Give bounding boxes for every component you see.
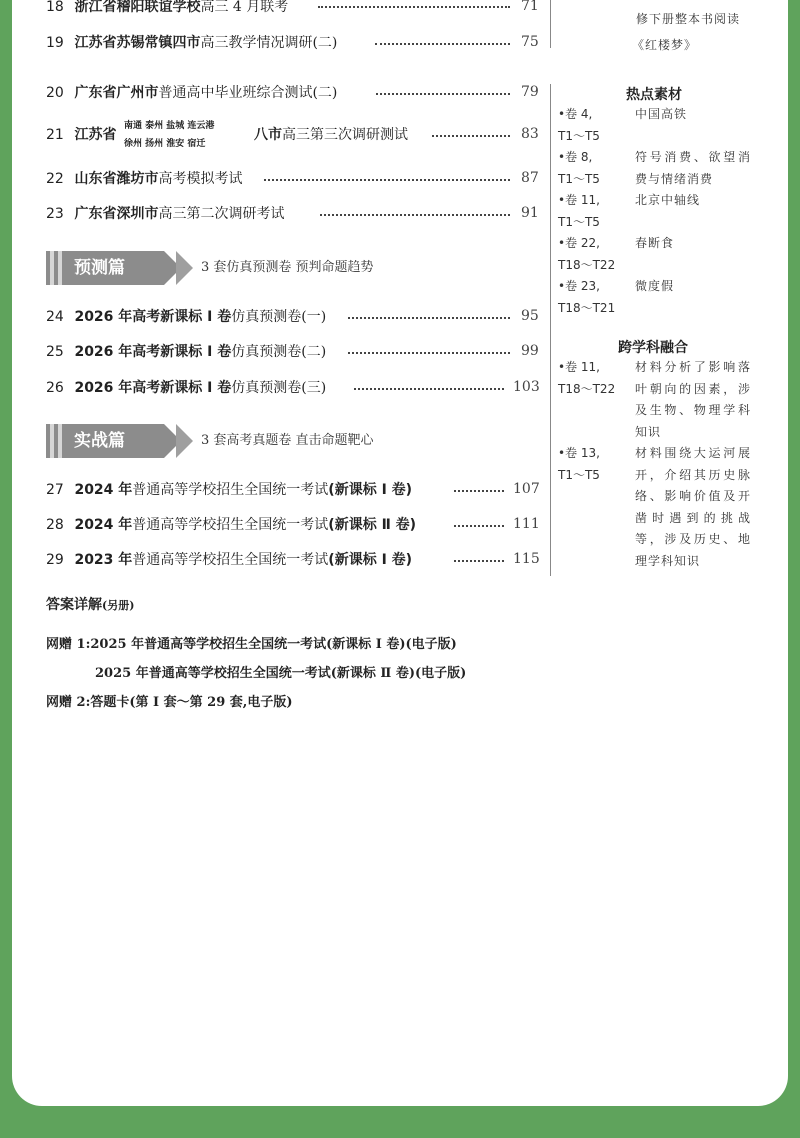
leader-dots: [454, 490, 504, 492]
entry-school: 广东省广州市: [74, 85, 159, 101]
entry-school: 广东省深圳市: [74, 206, 159, 222]
entry-title: 普通高等学校招生全国统一考试: [132, 482, 329, 498]
entry-number: 24: [46, 309, 64, 325]
toc-entry[interactable]: [46, 32, 337, 54]
leader-dots: [348, 352, 510, 354]
question-range: T1～T5: [558, 214, 600, 229]
entry-exam: 2026 年高考新课标 Ⅰ 卷: [74, 380, 232, 396]
toc-entry[interactable]: [46, 203, 284, 225]
entry-page: 83: [521, 126, 539, 142]
toc-entry[interactable]: [46, 479, 412, 501]
sidebar-note-line: 《红楼梦》: [632, 38, 698, 52]
volume-label: •卷 11,: [558, 360, 600, 374]
entry-number: 23: [46, 206, 64, 222]
entry-title: 普通高等学校招生全国统一考试: [132, 517, 329, 533]
entry-number: 21: [46, 127, 64, 143]
question-range: T1～T5: [558, 467, 600, 482]
volume-label: •卷 8,: [558, 150, 593, 164]
toc-entry[interactable]: [46, 514, 416, 536]
leader-dots: [454, 560, 504, 562]
entry-paper: (新课标 Ⅰ 卷): [328, 552, 413, 568]
entry-number: 18: [46, 0, 64, 15]
answer-note: (另册): [102, 599, 135, 612]
leader-dots: [454, 525, 504, 527]
entry-page: 111: [513, 516, 540, 532]
volume-label: •卷 23,: [558, 279, 600, 293]
entry-page: 99: [521, 343, 539, 359]
question-range: T18～T22: [558, 381, 616, 396]
toc-entry[interactable]: [46, 0, 288, 18]
sidebar-note-line: 修下册整本书阅读: [636, 12, 741, 26]
topic-text: 符号消费、欲望消费与情绪消费: [635, 150, 751, 186]
entry-title: 高考模拟考试: [158, 171, 243, 187]
volume-label: •卷 4,: [558, 107, 593, 121]
banner-label: 实战篇: [74, 431, 125, 451]
entry-paper: (新课标 Ⅰ 卷): [328, 482, 413, 498]
leader-dots: [264, 179, 510, 181]
toc-entry[interactable]: [46, 549, 412, 571]
entry-page: 79: [521, 84, 539, 100]
question-range: T18～T21: [558, 300, 616, 315]
toc-entry[interactable]: [46, 306, 326, 328]
entry-number: 22: [46, 171, 64, 187]
entry-title: 高三 4 月联考: [200, 0, 289, 15]
cross-discipline-heading: 跨学科融合: [618, 340, 688, 356]
entry-number: 29: [46, 552, 64, 568]
topic-text: 微度假: [635, 279, 675, 293]
entry-page: 115: [513, 551, 540, 567]
entry-year: 2024 年: [74, 517, 133, 533]
entry-page: 107: [513, 481, 540, 497]
entry-page: 87: [521, 170, 539, 186]
entry-school: 浙江省稽阳联谊学校: [74, 0, 201, 15]
volume-label: •卷 11,: [558, 193, 600, 207]
entry-school: 山东省潍坊市: [74, 171, 159, 187]
entry-title: 高三教学情况调研(二): [200, 35, 338, 51]
banner-stripe: [58, 424, 62, 458]
topic-text: 材料围绕大运河展开，介绍其历史脉络、影响价值及开凿时遇到的挑战等，涉及历史、地理学科知识: [635, 446, 751, 568]
banner-stripe: [50, 424, 54, 458]
banner-subtitle: 3 套仿真预测卷 预判命题趋势: [201, 260, 374, 275]
toc-entry[interactable]: [46, 377, 326, 399]
topic-text: 北京中轴线: [635, 193, 701, 207]
volume-label: •卷 13,: [558, 446, 600, 460]
banner-arrow: [176, 251, 193, 285]
topic-text: 春断食: [635, 236, 675, 250]
banner-label: 预测篇: [74, 258, 125, 278]
gift-line-1: 网赠 1:2025 年普通高等学校招生全国统一考试(新课标 Ⅰ 卷)(电子版): [46, 637, 457, 652]
section-banner-prediction: [46, 251, 426, 285]
entry-province: 江苏省: [74, 127, 117, 143]
banner-subtitle: 3 套高考真题卷 直击命题靶心: [201, 433, 374, 448]
leader-dots: [318, 6, 510, 8]
entry-title: 普通高等学校招生全国统一考试: [132, 552, 329, 568]
answer-booklet-note: [46, 594, 134, 617]
entry-title: 高三第三次调研测试: [282, 127, 408, 143]
banner-stripe: [50, 251, 54, 285]
section-banner-practice: [46, 424, 426, 458]
entry-year: 2023 年: [74, 552, 133, 568]
toc-entry[interactable]: [46, 82, 337, 104]
entry-page: 91: [521, 205, 539, 221]
city-list: [124, 117, 252, 153]
toc-entry[interactable]: [46, 341, 326, 363]
city-row: 徐州 扬州 淮安 宿迁: [124, 139, 206, 149]
answer-label: 答案详解: [46, 597, 102, 613]
entry-number: 19: [46, 35, 64, 51]
leader-dots: [320, 214, 510, 216]
leader-dots: [354, 388, 504, 390]
leader-dots: [375, 43, 510, 45]
entry-number: 26: [46, 380, 64, 396]
gift-line-2: 网赠 2:答题卡(第 Ⅰ 套～第 29 套,电子版): [46, 695, 293, 710]
entry-title: 高三第二次调研考试: [158, 206, 285, 222]
entry-school: 江苏省苏锡常镇四市: [74, 35, 201, 51]
entry-year: 2024 年: [74, 482, 133, 498]
city-count: 八市: [254, 127, 282, 143]
gift-line-1b: 2025 年普通高等学校招生全国统一考试(新课标 Ⅱ 卷)(电子版): [95, 666, 467, 681]
column-divider: [550, 84, 551, 576]
question-range: T1～T5: [558, 128, 600, 143]
entry-number: 25: [46, 344, 64, 360]
entry-paper: (新课标 Ⅱ 卷): [328, 517, 417, 533]
entry-number: 20: [46, 85, 64, 101]
leader-dots: [432, 135, 510, 137]
column-divider: [550, 0, 551, 48]
entry-title: 仿真预测卷(二): [231, 344, 327, 360]
topic-text: 材料分析了影响落叶朝向的因素，涉及生物、物理学科知识: [635, 360, 751, 439]
toc-entry[interactable]: [46, 124, 116, 146]
toc-entry-cont: [254, 124, 408, 146]
entry-number: 28: [46, 517, 64, 533]
question-range: T18～T22: [558, 257, 616, 272]
question-range: T1～T5: [558, 171, 600, 186]
banner-arrow: [176, 424, 193, 458]
entry-exam: 2026 年高考新课标 Ⅰ 卷: [74, 309, 232, 325]
banner-stripe: [58, 251, 62, 285]
entry-title: 仿真预测卷(三): [231, 380, 327, 396]
leader-dots: [348, 317, 510, 319]
entry-page: 71: [521, 0, 539, 14]
topic-text: 中国高铁: [635, 107, 688, 121]
hot-topics-heading: 热点素材: [626, 87, 682, 103]
entry-exam: 2026 年高考新课标 Ⅰ 卷: [74, 344, 232, 360]
toc-entry[interactable]: [46, 168, 242, 190]
entry-page: 95: [521, 308, 539, 324]
sidebar-note: [632, 6, 741, 58]
leader-dots: [376, 93, 510, 95]
entry-page: 75: [521, 34, 539, 50]
entry-title: 普通高中毕业班综合测试(二): [158, 85, 338, 101]
entry-page: 103: [513, 379, 540, 395]
volume-label: •卷 22,: [558, 236, 600, 250]
entry-number: 27: [46, 482, 64, 498]
entry-title: 仿真预测卷(一): [231, 309, 327, 325]
city-row: 南通 泰州 盐城 连云港: [124, 121, 215, 131]
